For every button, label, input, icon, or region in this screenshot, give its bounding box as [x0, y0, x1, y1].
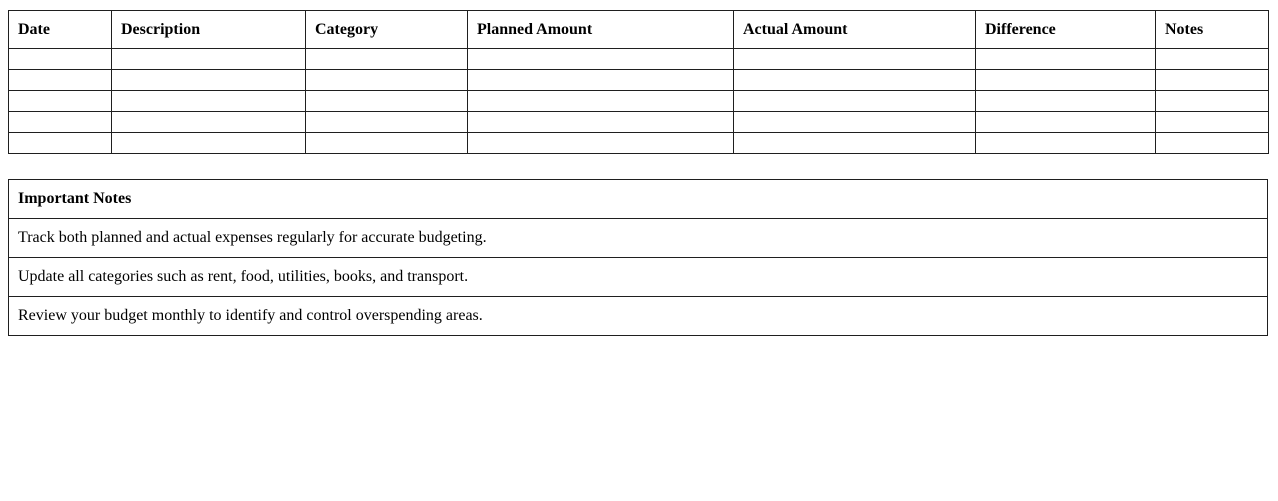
note-row — [9, 219, 1268, 258]
note-text: Update all categories such as rent, food, utilities, books, and transport. — [9, 258, 1268, 297]
budget-cell-difference — [976, 70, 1156, 91]
budget-cell-category — [306, 91, 468, 112]
budget-cell-date — [9, 49, 112, 70]
budget-cell-date — [9, 70, 112, 91]
budget-cell-actual-amount — [734, 133, 976, 154]
column-header-description: Description — [112, 11, 306, 49]
budget-cell-date — [9, 133, 112, 154]
budget-cell-description — [112, 133, 306, 154]
column-header-planned-amount: Planned Amount — [468, 11, 734, 49]
budget-cell-planned-amount — [468, 91, 734, 112]
budget-cell-planned-amount — [468, 49, 734, 70]
budget-cell-date — [9, 91, 112, 112]
budget-cell-actual-amount — [734, 49, 976, 70]
budget-cell-actual-amount — [734, 91, 976, 112]
budget-cell-date — [9, 112, 112, 133]
budget-cell-description — [112, 49, 306, 70]
budget-cell-category — [306, 70, 468, 91]
budget-cell-category — [306, 133, 468, 154]
budget-empty-row — [9, 133, 1269, 154]
budget-cell-difference — [976, 91, 1156, 112]
note-text: Track both planned and actual expenses regularly for accurate budgeting. — [9, 219, 1268, 258]
budget-cell-planned-amount — [468, 112, 734, 133]
budget-cell-actual-amount — [734, 112, 976, 133]
budget-cell-notes — [1156, 133, 1269, 154]
note-row — [9, 297, 1268, 336]
budget-cell-difference — [976, 133, 1156, 154]
budget-cell-difference — [976, 49, 1156, 70]
budget-empty-row — [9, 112, 1269, 133]
column-header-actual-amount: Actual Amount — [734, 11, 976, 49]
budget-cell-difference — [976, 112, 1156, 133]
budget-cell-planned-amount — [468, 70, 734, 91]
budget-cell-category — [306, 112, 468, 133]
budget-cell-description — [112, 70, 306, 91]
budget-empty-row — [9, 91, 1269, 112]
budget-cell-notes — [1156, 70, 1269, 91]
important-notes-header-row — [9, 180, 1268, 219]
column-header-date: Date — [9, 11, 112, 49]
budget-cell-planned-amount — [468, 133, 734, 154]
budget-cell-notes — [1156, 91, 1269, 112]
budget-cell-description — [112, 91, 306, 112]
budget-cell-description — [112, 112, 306, 133]
important-notes-table — [8, 179, 1268, 336]
column-header-category: Category — [306, 11, 468, 49]
budget-table — [8, 10, 1269, 154]
budget-empty-row — [9, 70, 1269, 91]
budget-cell-actual-amount — [734, 70, 976, 91]
note-row — [9, 258, 1268, 297]
budget-table-header-row — [9, 11, 1269, 49]
note-text: Review your budget monthly to identify and control overspending areas. — [9, 297, 1268, 336]
budget-cell-notes — [1156, 49, 1269, 70]
budget-cell-notes — [1156, 112, 1269, 133]
column-header-difference: Difference — [976, 11, 1156, 49]
column-header-notes: Notes — [1156, 11, 1269, 49]
important-notes-header: Important Notes — [9, 180, 1268, 219]
budget-empty-row — [9, 49, 1269, 70]
budget-cell-category — [306, 49, 468, 70]
